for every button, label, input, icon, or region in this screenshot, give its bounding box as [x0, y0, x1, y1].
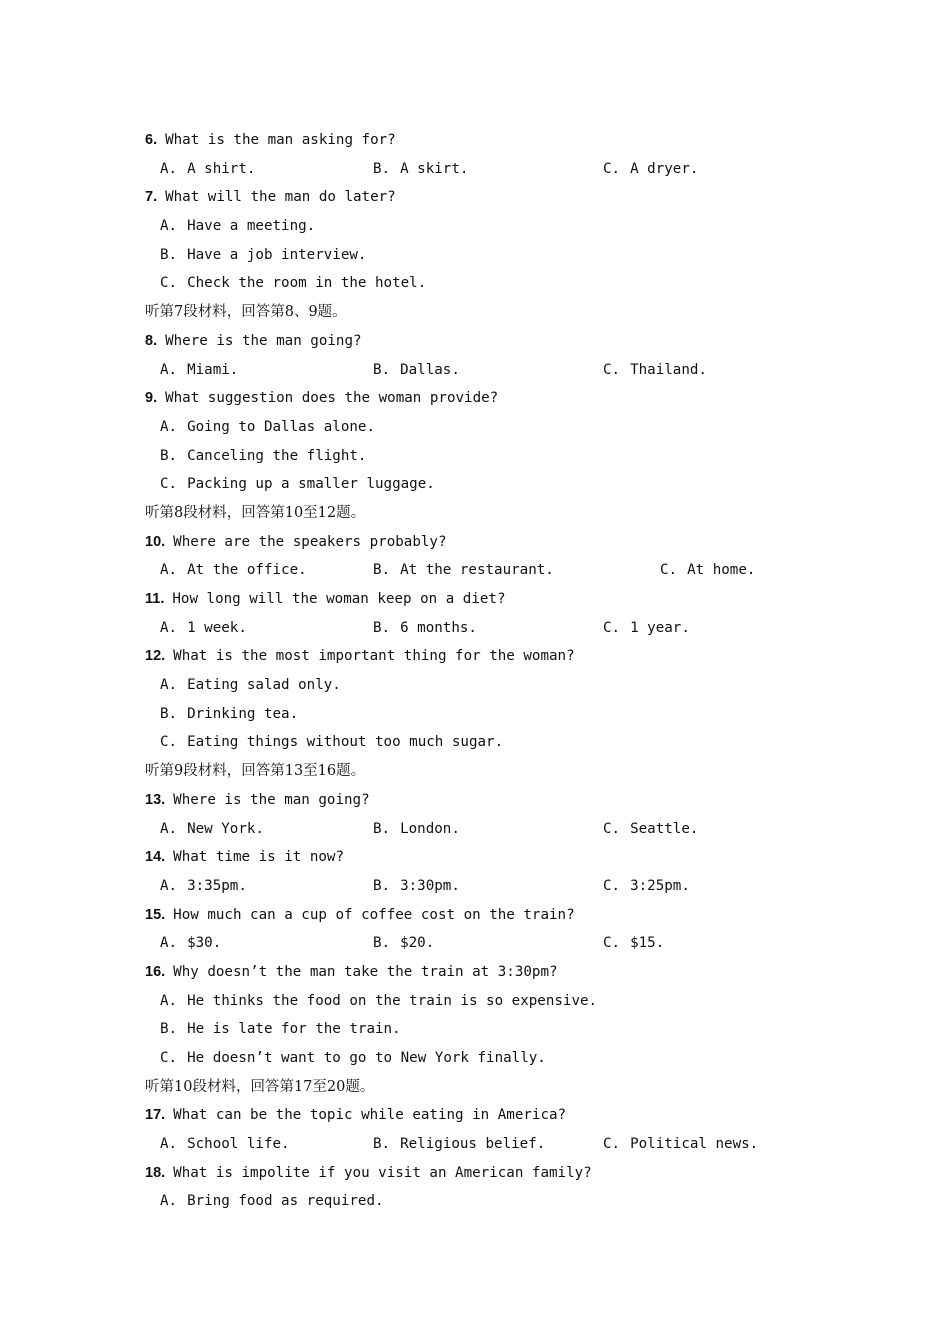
question-number: 9. [145, 390, 158, 407]
options-row [0, 155, 950, 184]
option-line [0, 413, 950, 442]
option-c [603, 872, 690, 901]
question-number: 10. [145, 533, 166, 550]
question-text: How long will the woman keep on a diet? [172, 591, 506, 607]
options-row [0, 556, 950, 585]
option-line [0, 728, 950, 757]
option-label: C. [660, 562, 678, 579]
option-b [373, 815, 460, 844]
option-text: He thinks the food on the train is so expensive. [187, 992, 598, 1009]
option-line [0, 1187, 950, 1216]
option-text: Dallas. [400, 361, 460, 378]
question-number: 18. [145, 1164, 166, 1181]
option-line [0, 700, 950, 729]
option-b [373, 356, 460, 385]
option-text: $20. [400, 935, 435, 952]
question-text: What will the man do later? [165, 189, 396, 206]
option-b [373, 556, 554, 585]
options-row [0, 356, 950, 385]
option-b [373, 872, 460, 901]
question-text: What time is it now? [173, 849, 345, 866]
question-line [0, 642, 950, 671]
option-text: A shirt. [187, 160, 256, 177]
option-label: A. [160, 361, 178, 378]
option-text: Political news. [630, 1136, 759, 1153]
option-label: A. [160, 619, 178, 636]
option-text: At the office. [187, 562, 307, 579]
question-text: What can be the topic while eating in America? [173, 1107, 567, 1124]
question-number: 17. [145, 1107, 166, 1124]
section-instruction: 听第10段材料，回答第17至20题。 [145, 1078, 375, 1095]
option-b [373, 155, 468, 184]
option-label: C. [603, 1136, 621, 1153]
option-text: Packing up a smaller luggage. [187, 476, 435, 493]
question-line [0, 1101, 950, 1130]
option-text: $15. [630, 935, 665, 952]
option-a [160, 872, 247, 901]
option-b [373, 1130, 545, 1159]
option-label: A. [160, 877, 178, 894]
option-a [160, 815, 264, 844]
option-b [373, 929, 434, 958]
exam-page [0, 126, 950, 1216]
option-c [603, 614, 690, 643]
option-text: 3:35pm. [187, 877, 247, 894]
question-number: 14. [145, 849, 166, 866]
option-text: Miami. [187, 361, 239, 378]
option-c [603, 1130, 758, 1159]
option-text: Check the room in the hotel. [187, 275, 427, 292]
option-text: 6 months. [400, 619, 477, 636]
option-label: B. [373, 160, 391, 177]
option-text: A dryer. [630, 160, 699, 177]
option-text: Religious belief. [400, 1136, 546, 1153]
option-a [160, 614, 247, 643]
option-text: Drinking tea. [187, 705, 299, 722]
options-row [0, 815, 950, 844]
option-label: A. [160, 418, 178, 435]
question-line [0, 958, 950, 987]
question-text: Where is the man going? [165, 332, 362, 349]
option-label: B. [373, 1136, 391, 1153]
options-row [0, 929, 950, 958]
option-label: B. [373, 935, 391, 952]
question-text: What is the most important thing for the woman? [173, 648, 575, 665]
option-line [0, 241, 950, 270]
question-line [0, 528, 950, 557]
option-line [0, 1015, 950, 1044]
option-a [160, 1130, 290, 1159]
option-label: A. [160, 820, 178, 837]
option-text: Eating things without too much sugar. [187, 734, 504, 751]
option-text: Going to Dallas alone. [187, 418, 376, 435]
question-line [0, 126, 950, 155]
option-c [660, 556, 755, 585]
option-label: B. [160, 705, 178, 722]
option-label: A. [160, 218, 178, 235]
option-text: 1 year. [630, 619, 690, 636]
option-text: A skirt. [400, 160, 469, 177]
option-line [0, 212, 950, 241]
question-number: 6. [145, 132, 158, 148]
option-label: A. [160, 1193, 178, 1210]
option-b [373, 614, 477, 643]
question-text: Where is the man going? [173, 791, 370, 808]
question-text: Where are the speakers probably? [173, 533, 447, 550]
section-instruction: 听第7段材料，回答第8、9题。 [145, 304, 347, 321]
option-text: He is late for the train. [187, 1021, 401, 1038]
option-text: He doesn’t want to go to New York finally. [187, 1050, 546, 1066]
option-text: Seattle. [630, 820, 699, 837]
option-text: Bring food as required. [187, 1193, 384, 1210]
option-text: New York. [187, 820, 264, 837]
option-text: Have a meeting. [187, 218, 316, 235]
question-number: 13. [145, 791, 166, 808]
option-label: B. [160, 1021, 178, 1038]
option-text: 3:30pm. [400, 877, 460, 894]
option-label: A. [160, 935, 178, 952]
option-text: At the restaurant. [400, 562, 554, 579]
option-text: Thailand. [630, 361, 707, 378]
question-number: 12. [145, 648, 166, 665]
option-label: B. [160, 246, 178, 263]
option-text: 3:25pm. [630, 877, 690, 894]
option-line [0, 671, 950, 700]
option-label: C. [160, 734, 178, 751]
option-c [603, 155, 698, 184]
option-label: C. [603, 877, 621, 894]
option-line [0, 442, 950, 471]
question-number: 15. [145, 906, 166, 923]
question-text: What is the man asking for? [165, 132, 396, 148]
question-line [0, 901, 950, 930]
option-c [603, 815, 698, 844]
question-text: Why doesn’t the man take the train at 3:30pm? [173, 963, 558, 980]
option-label: B. [373, 562, 391, 579]
option-label: C. [603, 160, 621, 177]
option-text: Have a job interview. [187, 246, 367, 263]
question-line [0, 1159, 950, 1188]
option-label: A. [160, 562, 178, 579]
option-label: C. [603, 619, 621, 636]
options-row [0, 1130, 950, 1159]
option-text: School life. [187, 1136, 290, 1153]
options-row [0, 872, 950, 901]
option-line [0, 987, 950, 1016]
option-text: 1 week. [187, 619, 247, 636]
option-label: A. [160, 992, 178, 1009]
option-text: $30. [187, 935, 222, 952]
question-line [0, 384, 950, 413]
option-label: C. [603, 361, 621, 378]
option-c [603, 356, 707, 385]
option-line [0, 269, 950, 298]
option-label: C. [160, 275, 178, 292]
option-label: B. [373, 361, 391, 378]
option-label: C. [603, 820, 621, 837]
question-number: 16. [145, 963, 166, 980]
section-instruction: 听第8段材料，回答第10至12题。 [145, 504, 366, 521]
option-a [160, 556, 307, 585]
question-number: 8. [145, 332, 158, 349]
question-text: What suggestion does the woman provide? [165, 390, 499, 407]
option-text: Canceling the flight. [187, 447, 367, 464]
option-label: C. [160, 1050, 178, 1066]
option-label: A. [160, 160, 178, 177]
options-row [0, 614, 950, 643]
option-label: B. [373, 820, 391, 837]
question-line [0, 327, 950, 356]
option-text: Eating salad only. [187, 677, 341, 694]
option-text: London. [400, 820, 460, 837]
option-label: B. [160, 447, 178, 464]
question-number: 7. [145, 189, 158, 206]
option-label: B. [373, 619, 391, 636]
option-text: At home. [687, 562, 756, 579]
option-label: A. [160, 677, 178, 694]
option-c [603, 929, 664, 958]
option-line [0, 470, 950, 499]
question-number: 11. [145, 591, 165, 607]
option-a [160, 356, 238, 385]
question-line [0, 183, 950, 212]
question-line [0, 585, 950, 614]
question-text: What is impolite if you visit an American family? [173, 1164, 592, 1181]
option-label: A. [160, 1136, 178, 1153]
section-instruction: 听第9段材料，回答第13至16题。 [145, 763, 366, 780]
option-label: C. [603, 935, 621, 952]
question-line [0, 843, 950, 872]
question-text: How much can a cup of coffee cost on the train? [173, 906, 575, 923]
question-line [0, 786, 950, 815]
option-label: C. [160, 476, 178, 493]
option-line [0, 1044, 950, 1073]
option-label: B. [373, 877, 391, 894]
option-a [160, 155, 255, 184]
option-a [160, 929, 221, 958]
